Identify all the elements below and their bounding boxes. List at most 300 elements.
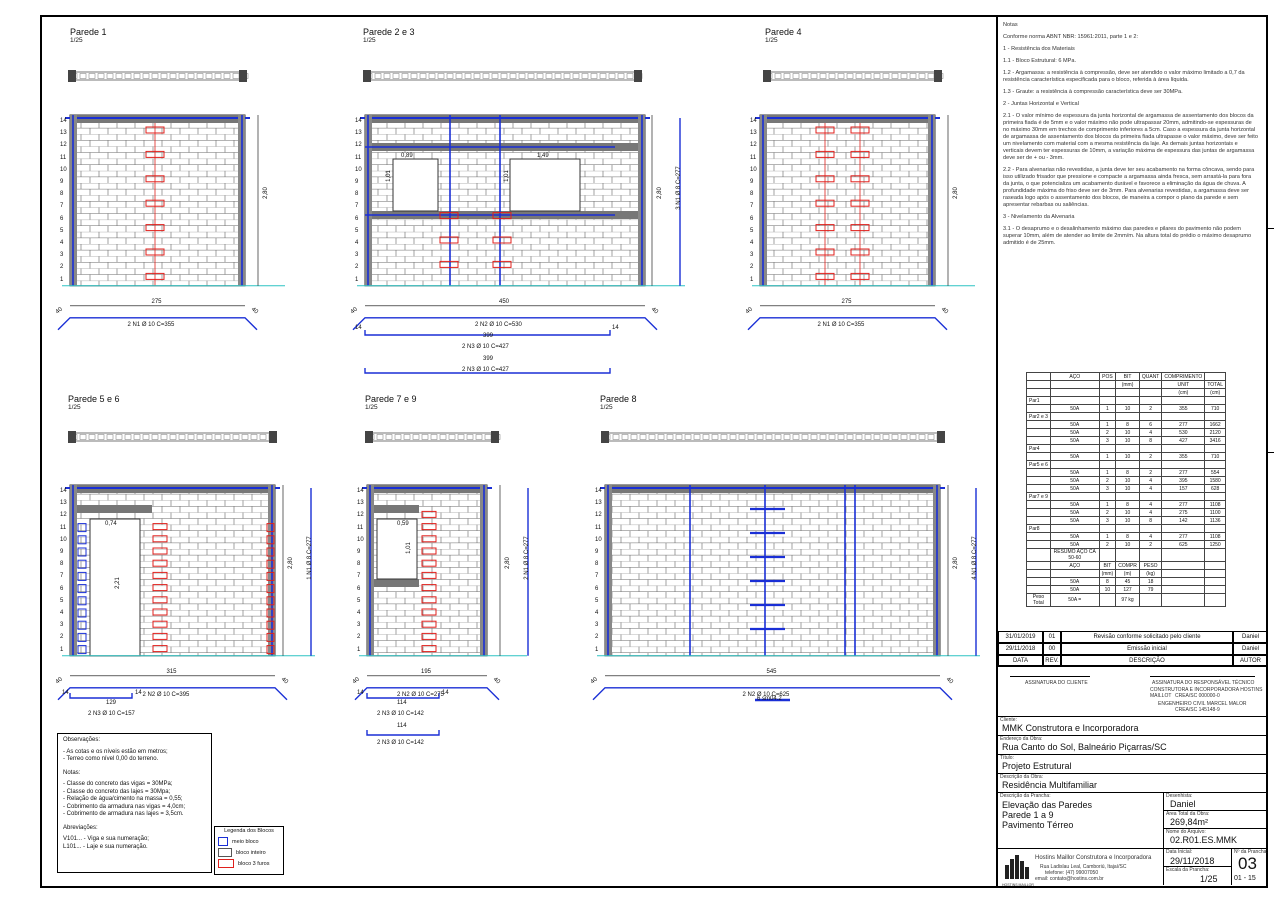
table-cell: (cm) <box>1162 389 1205 397</box>
file-value: 02.R01.ES.MMK <box>1170 835 1238 845</box>
table-cell: 79 <box>1139 586 1162 594</box>
note-item: 2 - Juntas Horizontal e Vertical <box>1003 100 1079 107</box>
sheet-desc-3: Pavimento Térreo <box>1002 820 1074 830</box>
table-row <box>1027 517 1226 525</box>
table-cell <box>1027 549 1051 562</box>
table-cell <box>1027 421 1051 429</box>
wall-height: 2,80 <box>262 187 269 199</box>
course-number-12: 12 <box>750 142 757 149</box>
course-number-11: 11 <box>357 524 364 531</box>
table-cell <box>1027 586 1051 594</box>
course-number-12: 12 <box>60 512 67 519</box>
course-number-6: 6 <box>750 215 754 222</box>
bottom-bar-label: 2 N2 Ø 10 C=530 <box>475 321 522 328</box>
table-cell: 50A = <box>1050 594 1099 607</box>
corner-left: 40 <box>349 306 359 316</box>
table-cell <box>1050 525 1099 533</box>
bottom-bar-label: 2 N2 Ø 10 C=275 <box>397 691 444 698</box>
course-number-10: 10 <box>750 166 757 173</box>
corner-left: 40 <box>54 676 64 686</box>
signature-tech-company: CONSTRUTORA E INCORPORADORA HOSTINS MAILLOT <box>1150 687 1263 699</box>
course-number-6: 6 <box>60 215 64 222</box>
course-number-14: 14 <box>355 118 362 124</box>
table-cell <box>1116 525 1140 533</box>
course-number-5: 5 <box>595 597 599 604</box>
table-group <box>1027 461 1226 469</box>
sheet-desc-label: Descrição da Prancha: <box>1000 793 1051 799</box>
course-number-4: 4 <box>355 240 359 246</box>
table-cell <box>1139 525 1162 533</box>
table-cell <box>1205 413 1226 421</box>
wall-scale: 1/25 <box>600 404 613 411</box>
wall-height: 2,80 <box>504 557 511 569</box>
table-cell: 50A <box>1050 501 1099 509</box>
drawn-value: Daniel <box>1170 799 1196 809</box>
wall-height: 2,80 <box>287 557 294 569</box>
table-cell: 355 <box>1162 453 1205 461</box>
summary-row <box>1027 578 1226 586</box>
abbr-heading: Abreviações: <box>63 824 98 831</box>
corner-right: 40 <box>279 676 289 686</box>
course-number-4: 4 <box>60 240 64 246</box>
opening-width: 0,59 <box>397 521 409 527</box>
table-cell <box>1050 397 1099 405</box>
block-legend-title: Legenda dos Blocos <box>224 828 274 834</box>
date-value: 29/11/2018 <box>1170 856 1215 866</box>
summary-units <box>1027 570 1226 578</box>
course-number-7: 7 <box>595 573 599 580</box>
table-cell: 277 <box>1162 533 1205 541</box>
title-block-line <box>1231 848 1232 885</box>
table-cell: 4 <box>1139 477 1162 485</box>
block-legend-item <box>218 837 280 846</box>
table-cell: 8 <box>1116 421 1140 429</box>
course-number-1: 1 <box>60 276 64 283</box>
course-number-2: 2 <box>357 634 361 641</box>
table-cell: TOTAL <box>1205 381 1226 389</box>
corner-right: 40 <box>249 306 259 316</box>
table-cell: 10 <box>1116 477 1140 485</box>
corner-right: 40 <box>491 676 501 686</box>
course-number-7: 7 <box>60 573 64 580</box>
course-number-3: 3 <box>750 252 754 259</box>
wall-width: 275 <box>841 298 852 305</box>
course-number-5: 5 <box>750 227 754 234</box>
lintel-width: 114 <box>397 700 407 706</box>
title-block-line <box>1163 792 1164 885</box>
table-cell: 4 <box>1139 509 1162 517</box>
company-logo-text: HOSTINS MAILLOR <box>1002 883 1034 887</box>
hook-left: 14 <box>357 690 364 696</box>
table-cell <box>1027 509 1051 517</box>
table-cell: 8 <box>1116 501 1140 509</box>
note-item: 1.3 - Graute: a resistência à compressão característica deve ser 30MPa. <box>1003 88 1183 95</box>
course-number-1: 1 <box>355 276 359 283</box>
table-cell: 1136 <box>1205 517 1226 525</box>
course-number-3: 3 <box>60 252 64 259</box>
table-cell: 2 <box>1099 541 1116 549</box>
lintel-bar-label: 2 N3 Ø 10 C=157 <box>88 711 135 717</box>
course-number-4: 4 <box>595 610 599 616</box>
address-label: Endereço da Obra: <box>1000 736 1043 742</box>
half-block-icon <box>218 837 228 846</box>
signature-client: ASSINATURA DO CLIENTE <box>1025 680 1088 686</box>
summary-title <box>1027 549 1226 562</box>
table-cell <box>1099 381 1116 389</box>
table-cell <box>1050 445 1099 453</box>
table-cell: 4 <box>1139 501 1162 509</box>
observation-note: - Relação de água/cimento na massa = 0,55; <box>63 796 183 802</box>
wall-title: Parede 4 <box>765 27 802 37</box>
table-cell <box>1205 397 1226 405</box>
wall-width: 275 <box>151 298 162 305</box>
course-number-10: 10 <box>60 536 67 543</box>
table-cell: 2 <box>1099 477 1116 485</box>
revision-description: Revisão conforme solicitado pelo cliente <box>1061 631 1233 643</box>
full-block-icon <box>218 848 232 857</box>
sheet-desc-2: Parede 1 a 9 <box>1002 810 1054 820</box>
course-number-1: 1 <box>357 646 361 653</box>
table-cell <box>1099 413 1116 421</box>
table-cell: 50A <box>1050 517 1099 525</box>
table-cell <box>1116 413 1140 421</box>
course-number-12: 12 <box>357 512 364 519</box>
note-item: 3.1 - O desaprumo e o desalinhamento máximo das paredes e pilares do pavimento não podem superar 10mm, além de atender ao limite de 2mm/m. Na altura total do prédio o máximo desaprumo admitido é de 25mm. <box>1003 225 1252 246</box>
table-row <box>1027 469 1226 477</box>
table-cell: 277 <box>1162 421 1205 429</box>
table-cell: 1 <box>1099 421 1116 429</box>
revision-number: 01 <box>1043 631 1061 643</box>
table-row <box>1027 437 1226 445</box>
revision-header-date: DATA <box>998 655 1043 666</box>
course-number-1: 1 <box>595 646 599 653</box>
hook-left: 14 <box>62 690 69 696</box>
table-cell <box>1027 437 1051 445</box>
vertical-bar-label: 1 N1 Ø 8 C=277 <box>306 536 313 580</box>
title-block-line <box>998 666 1268 667</box>
course-number-3: 3 <box>60 622 64 629</box>
corner-left: 40 <box>589 676 599 686</box>
table-cell: 127 <box>1116 586 1140 594</box>
table-cell <box>1162 594 1205 607</box>
drawn-label: Desenhista: <box>1166 793 1193 799</box>
wall-plan-strip <box>70 433 275 441</box>
title-block-line <box>998 848 1268 849</box>
table-group <box>1027 397 1226 405</box>
table-cell <box>1027 570 1051 578</box>
note-item: 2.2 - Para alvenarias não revestidas, a junta deve ter seu acabamento na forma côncava, sendo para isso utilizado frisador que pressione e compacte a argamassa ainda fresca, sem arrastá-la para fora da junta, o que potencializa um acabamento durável e favorece a eliminação da água de chuva. A profundidade máxima do friso deve ser de 3mm. Para alvenarias revestidas, a argamassa deve ser raseada logo após o assentamento dos blocos, de maneira a compor o plano da parede e sem apresentar rebarbas ou saliências. <box>1003 166 1255 208</box>
table-cell: 427 <box>1162 437 1205 445</box>
title-block-line <box>998 716 1268 717</box>
table-cell <box>1050 389 1099 397</box>
wall-height: 2,80 <box>952 557 959 569</box>
table-cell <box>1099 549 1116 562</box>
signature-tech-engineer: ENGENHEIRO CIVIL MARCEL MALOR <box>1158 701 1247 707</box>
title-label: Título: <box>1000 755 1014 761</box>
course-number-14: 14 <box>750 118 757 124</box>
revision-header-author: AUTOR <box>1233 655 1268 666</box>
table-cell: 8 <box>1139 437 1162 445</box>
table-cell: 50A <box>1050 586 1099 594</box>
course-number-3: 3 <box>357 622 361 629</box>
table-cell: 50A <box>1050 437 1099 445</box>
course-number-5: 5 <box>357 597 361 604</box>
table-cell <box>1099 594 1116 607</box>
table-cell: Par7 e 9 <box>1027 493 1051 501</box>
table-cell: 10 <box>1116 405 1140 413</box>
wall-plan-strip <box>365 72 640 80</box>
table-cell <box>1099 461 1116 469</box>
table-cell <box>1205 493 1226 501</box>
table-cell: 50A <box>1050 509 1099 517</box>
table-cell: RESUMO AÇO CA 50-60 <box>1050 549 1099 562</box>
table-cell: 4 <box>1139 485 1162 493</box>
table-cell: 1 <box>1099 405 1116 413</box>
opening-height: 2,21 <box>114 577 121 589</box>
table-cell <box>1205 578 1226 586</box>
steel-table-wrap <box>1026 372 1226 607</box>
opening-2-height: 1,01 <box>503 170 510 182</box>
table-cell: 1108 <box>1205 533 1226 541</box>
course-number-8: 8 <box>595 561 599 568</box>
table-cell <box>1162 413 1205 421</box>
table-cell: 2 <box>1099 429 1116 437</box>
course-number-1: 1 <box>60 646 64 653</box>
table-cell: 8 <box>1099 578 1116 586</box>
table-cell: 4 <box>1139 429 1162 437</box>
course-number-14: 14 <box>60 488 67 494</box>
lintel-width: 399 <box>483 333 494 339</box>
course-number-2: 2 <box>595 634 599 641</box>
course-number-3: 3 <box>355 252 359 259</box>
course-number-13: 13 <box>357 500 364 507</box>
course-number-5: 5 <box>355 227 359 234</box>
wall-title: Parede 5 e 6 <box>68 394 120 404</box>
lintel-bar-label: 2 N3 Ø 10 C=142 <box>377 711 424 717</box>
course-number-1: 1 <box>750 276 754 283</box>
three-hole-block-icon <box>218 859 234 868</box>
course-number-13: 13 <box>750 130 757 137</box>
course-number-9: 9 <box>60 179 64 185</box>
table-row <box>1027 541 1226 549</box>
course-number-6: 6 <box>355 215 359 222</box>
table-cell <box>1116 397 1140 405</box>
note-item: 1.2 - Argamassa: a resistência à compressão, deve ser atendido o valor máximo limitado a 0,7 da resistência característica especificada para o bloco, referida à área líquida. <box>1003 69 1245 83</box>
table-cell: 142 <box>1162 517 1205 525</box>
table-cell: 50A <box>1050 421 1099 429</box>
course-number-9: 9 <box>357 549 361 555</box>
title-value: Projeto Estrutural <box>1002 761 1072 771</box>
table-cell: Par5 e 6 <box>1027 461 1051 469</box>
corner-left: 40 <box>744 306 754 316</box>
sill-bar-label: 2 N3 Ø 10 C=142 <box>377 740 424 746</box>
table-cell <box>1027 381 1051 389</box>
edge-tick-bottom <box>1266 452 1274 453</box>
table-cell: QUANT <box>1139 373 1162 381</box>
course-number-7: 7 <box>355 203 359 210</box>
course-number-11: 11 <box>355 154 362 161</box>
table-cell: 50A <box>1050 485 1099 493</box>
table-cell <box>1050 381 1099 389</box>
title-block-line <box>998 754 1268 755</box>
table-cell <box>1027 562 1051 570</box>
table-cell: 10 <box>1116 437 1140 445</box>
course-number-13: 13 <box>60 500 67 507</box>
table-cell: 1100 <box>1205 509 1226 517</box>
observation-line: - Terreo como nível 0,00 do terreno. <box>63 756 159 762</box>
table-cell: 50A <box>1050 477 1099 485</box>
revision-header-rev: REV. <box>1043 655 1061 666</box>
table-subheader <box>1027 381 1226 389</box>
corner-right: 40 <box>944 676 954 686</box>
wall-plan-strip <box>765 72 940 80</box>
wall-height: 2,80 <box>952 187 959 199</box>
wall-width: 195 <box>421 668 432 675</box>
table-group <box>1027 445 1226 453</box>
table-cell <box>1205 562 1226 570</box>
table-cell: Peso Total <box>1027 594 1051 607</box>
table-cell: Par1 <box>1027 397 1051 405</box>
table-cell: 3 <box>1099 517 1116 525</box>
course-number-6: 6 <box>60 585 64 592</box>
date-label: Data Inicial: <box>1166 849 1193 855</box>
table-cell: 50A <box>1050 541 1099 549</box>
signature-tech-crea2: CREA/SC 145148-9 <box>1175 707 1220 713</box>
table-cell <box>1162 461 1205 469</box>
client-label: Cliente: <box>1000 717 1017 723</box>
corner-right: 40 <box>649 306 659 316</box>
observation-note: - Cobrimento da armadura nas vigas = 4,0cm; <box>63 803 186 810</box>
table-cell: Par2 e 3 <box>1027 413 1051 421</box>
table-cell <box>1027 578 1051 586</box>
table-cell <box>1099 397 1116 405</box>
table-cell: AÇO <box>1050 562 1099 570</box>
steel-table <box>1026 372 1226 607</box>
block-legend-item <box>218 859 280 868</box>
course-number-7: 7 <box>60 203 64 210</box>
note-item: 3 - Nivelamento da Alvenaria <box>1003 213 1075 220</box>
block-legend-item <box>218 848 280 857</box>
table-cell: 1 <box>1099 453 1116 461</box>
table-cell: 710 <box>1205 405 1226 413</box>
table-cell: 8 <box>1116 469 1140 477</box>
table-cell: 1 <box>1099 501 1116 509</box>
wall-scale: 1/25 <box>363 37 376 44</box>
table-cell: 530 <box>1162 429 1205 437</box>
table-group <box>1027 525 1226 533</box>
wall-width: 450 <box>499 298 510 305</box>
revision-number: 00 <box>1043 643 1061 655</box>
wall-height: 2,80 <box>656 187 663 199</box>
notes-heading: Notas <box>1003 22 1018 28</box>
course-number-9: 9 <box>595 549 599 555</box>
opening-1-height: 1,01 <box>385 170 392 182</box>
abbreviation-line: V101... - Viga e sua numeração; <box>63 836 149 842</box>
course-number-11: 11 <box>60 154 67 161</box>
course-number-4: 4 <box>750 240 754 246</box>
table-cell: COMPR <box>1116 562 1140 570</box>
corner-right: 40 <box>939 306 949 316</box>
table-cell <box>1162 570 1205 578</box>
table-cell: 2 <box>1139 453 1162 461</box>
course-number-14: 14 <box>60 118 67 124</box>
course-number-6: 6 <box>357 585 361 592</box>
table-row <box>1027 509 1226 517</box>
opening-height: 1,01 <box>405 542 412 554</box>
note-item: Conforme norma ABNT NBR: 15961:2011, parte 1 e 2: <box>1003 33 1139 40</box>
table-cell <box>1162 445 1205 453</box>
table-cell <box>1139 397 1162 405</box>
course-number-12: 12 <box>60 142 67 149</box>
table-cell <box>1139 413 1162 421</box>
table-cell <box>1205 373 1226 381</box>
table-cell <box>1099 525 1116 533</box>
bottom-bar-label: 2 N2 Ø 10 C=395 <box>142 691 190 698</box>
table-cell: 10 <box>1116 429 1140 437</box>
table-cell <box>1027 485 1051 493</box>
summary-row <box>1027 586 1226 594</box>
table-cell: 10 <box>1116 541 1140 549</box>
revision-date: 31/01/2019 <box>998 631 1043 643</box>
table-cell <box>1027 517 1051 525</box>
table-cell <box>1162 549 1205 562</box>
table-cell <box>1027 453 1051 461</box>
table-cell: 2 <box>1139 405 1162 413</box>
observations-box <box>57 733 212 873</box>
wall-title: Parede 1 <box>70 27 107 37</box>
company-phone: telefone: (47) 99007050 <box>1045 870 1099 876</box>
hook-right-1: 14 <box>612 325 619 331</box>
table-cell <box>1099 493 1116 501</box>
table-cell: (cm) <box>1205 389 1226 397</box>
notes-sub-heading: Notas: <box>63 769 81 776</box>
wall-scale: 1/25 <box>70 37 83 44</box>
work-value: Residência Multifamiliar <box>1002 780 1098 790</box>
observation-note: - Classe do concreto das vigas = 30MPa; <box>63 781 173 787</box>
table-cell: 8 <box>1116 533 1140 541</box>
course-number-13: 13 <box>60 130 67 137</box>
sill-bar-label: 2 N3 Ø 10 C=427 <box>462 367 509 373</box>
table-cell <box>1027 405 1051 413</box>
course-number-2: 2 <box>355 264 359 271</box>
client-value: MMK Construtora e Incorporadora <box>1002 723 1139 733</box>
opening-1-width: 0,89 <box>401 153 413 159</box>
course-number-12: 12 <box>355 142 362 149</box>
table-cell: 6 <box>1139 421 1162 429</box>
table-row <box>1027 405 1226 413</box>
course-number-13: 13 <box>355 130 362 137</box>
table-cell: 45 <box>1116 578 1140 586</box>
table-cell <box>1116 493 1140 501</box>
wall-width: 545 <box>766 668 777 675</box>
table-cell: 50A <box>1050 405 1099 413</box>
table-cell <box>1050 413 1099 421</box>
wall-width: 315 <box>166 668 177 675</box>
corner-left: 40 <box>351 676 361 686</box>
block-legend <box>214 826 284 875</box>
note-item: 1 - Resistência dos Materiais <box>1003 45 1075 52</box>
course-number-10: 10 <box>355 166 362 173</box>
sill-width: 114 <box>397 723 407 729</box>
course-number-11: 11 <box>750 154 757 161</box>
block-legend-label: meio bloco <box>232 838 259 845</box>
stirrup-label: 6 sm04.2 <box>757 696 782 702</box>
table-cell: 554 <box>1205 469 1226 477</box>
table-cell: 2120 <box>1205 429 1226 437</box>
sheet-no-value: 03 <box>1238 854 1257 873</box>
table-cell: 97 kg <box>1116 594 1140 607</box>
table-cell: 18 <box>1139 578 1162 586</box>
